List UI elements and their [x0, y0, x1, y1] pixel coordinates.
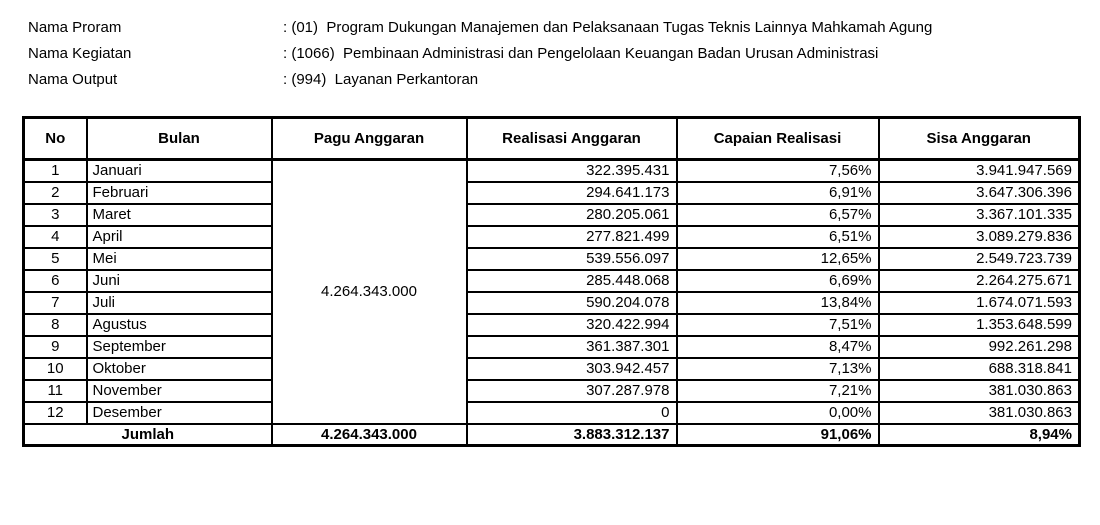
cell-capaian: 13,84%: [677, 292, 879, 314]
cell-no: 1: [24, 160, 87, 182]
col-header-realisasi-anggaran: Realisasi Anggaran: [467, 118, 677, 160]
cell-realisasi: 277.821.499: [467, 226, 677, 248]
cell-capaian: 12,65%: [677, 248, 879, 270]
cell-bulan: Februari: [87, 182, 272, 204]
info-row-program: [28, 15, 1100, 41]
info-value-kegiatan: : (1066) Pembinaan Administrasi dan Pengelolaan Keuangan Badan Urusan Administrasi: [283, 45, 879, 62]
cell-bulan: Juli: [87, 292, 272, 314]
cell-capaian: 0,00%: [677, 402, 879, 424]
info-row-output: [28, 67, 1100, 93]
cell-no: 7: [24, 292, 87, 314]
cell-sisa: 2.549.723.739: [879, 248, 1080, 270]
cell-sisa: 1.674.071.593: [879, 292, 1080, 314]
cell-no: 12: [24, 402, 87, 424]
budget-table-wrap: [22, 116, 1078, 447]
cell-total-realisasi: 3.883.312.137: [467, 424, 677, 446]
cell-bulan: September: [87, 336, 272, 358]
info-value-output: : (994) Layanan Perkantoran: [283, 71, 479, 88]
cell-pagu-anggaran-merged: 4.264.343.000: [272, 160, 467, 424]
cell-realisasi: 320.422.994: [467, 314, 677, 336]
cell-sisa: 381.030.863: [879, 380, 1080, 402]
table-row-agustus: [24, 314, 1080, 336]
cell-bulan: Mei: [87, 248, 272, 270]
cell-sisa: 688.318.841: [879, 358, 1080, 380]
table-total-row: [24, 424, 1080, 446]
budget-table: [22, 116, 1081, 447]
cell-sisa: 1.353.648.599: [879, 314, 1080, 336]
cell-bulan: Juni: [87, 270, 272, 292]
cell-bulan: Januari: [87, 160, 272, 182]
cell-capaian: 6,91%: [677, 182, 879, 204]
table-row-oktober: [24, 358, 1080, 380]
cell-realisasi: 539.556.097: [467, 248, 677, 270]
cell-capaian: 8,47%: [677, 336, 879, 358]
cell-bulan: Maret: [87, 204, 272, 226]
cell-realisasi: 0: [467, 402, 677, 424]
cell-capaian: 7,13%: [677, 358, 879, 380]
cell-realisasi: 303.942.457: [467, 358, 677, 380]
table-row-januari: [24, 160, 1080, 182]
info-row-kegiatan: [28, 41, 1100, 67]
cell-total-capaian: 91,06%: [677, 424, 879, 446]
cell-total-sisa: 8,94%: [879, 424, 1080, 446]
cell-capaian: 6,51%: [677, 226, 879, 248]
cell-sisa: 381.030.863: [879, 402, 1080, 424]
col-header-sisa-anggaran: Sisa Anggaran: [879, 118, 1080, 160]
cell-sisa: 3.941.947.569: [879, 160, 1080, 182]
info-label-kegiatan: Nama Kegiatan: [28, 45, 132, 62]
cell-sisa: 2.264.275.671: [879, 270, 1080, 292]
cell-bulan: November: [87, 380, 272, 402]
table-row-april: [24, 226, 1080, 248]
program-info-block: [0, 0, 1100, 93]
cell-realisasi: 322.395.431: [467, 160, 677, 182]
cell-no: 10: [24, 358, 87, 380]
col-header-bulan: Bulan: [87, 118, 272, 160]
cell-no: 8: [24, 314, 87, 336]
table-row-juli: [24, 292, 1080, 314]
cell-realisasi: 361.387.301: [467, 336, 677, 358]
col-header-no: No: [24, 118, 87, 160]
table-row-maret: [24, 204, 1080, 226]
table-row-november: [24, 380, 1080, 402]
cell-capaian: 6,57%: [677, 204, 879, 226]
col-header-pagu-anggaran: Pagu Anggaran: [272, 118, 467, 160]
cell-capaian: 7,56%: [677, 160, 879, 182]
cell-no: 2: [24, 182, 87, 204]
cell-bulan: Agustus: [87, 314, 272, 336]
col-header-capaian-realisasi: Capaian Realisasi: [677, 118, 879, 160]
cell-capaian: 7,51%: [677, 314, 879, 336]
cell-realisasi: 294.641.173: [467, 182, 677, 204]
cell-bulan: Oktober: [87, 358, 272, 380]
cell-realisasi: 280.205.061: [467, 204, 677, 226]
cell-bulan: Desember: [87, 402, 272, 424]
cell-total-pagu: 4.264.343.000: [272, 424, 467, 446]
cell-no: 11: [24, 380, 87, 402]
cell-total-label: Jumlah: [24, 424, 272, 446]
cell-no: 5: [24, 248, 87, 270]
table-row-mei: [24, 248, 1080, 270]
table-row-februari: [24, 182, 1080, 204]
cell-sisa: 3.367.101.335: [879, 204, 1080, 226]
cell-sisa: 3.647.306.396: [879, 182, 1080, 204]
table-row-desember: [24, 402, 1080, 424]
table-row-juni: [24, 270, 1080, 292]
cell-realisasi: 590.204.078: [467, 292, 677, 314]
table-row-september: [24, 336, 1080, 358]
cell-realisasi: 285.448.068: [467, 270, 677, 292]
info-label-program: Nama Proram: [28, 19, 122, 36]
info-value-program: : (01) Program Dukungan Manajemen dan Pelaksanaan Tugas Teknis Lainnya Mahkamah Agung: [283, 19, 933, 36]
info-label-output: Nama Output: [28, 71, 118, 88]
cell-sisa: 3.089.279.836: [879, 226, 1080, 248]
cell-no: 3: [24, 204, 87, 226]
cell-capaian: 6,69%: [677, 270, 879, 292]
table-header-row: [24, 118, 1080, 160]
cell-no: 6: [24, 270, 87, 292]
cell-sisa: 992.261.298: [879, 336, 1080, 358]
cell-capaian: 7,21%: [677, 380, 879, 402]
cell-realisasi: 307.287.978: [467, 380, 677, 402]
cell-bulan: April: [87, 226, 272, 248]
cell-no: 4: [24, 226, 87, 248]
cell-no: 9: [24, 336, 87, 358]
